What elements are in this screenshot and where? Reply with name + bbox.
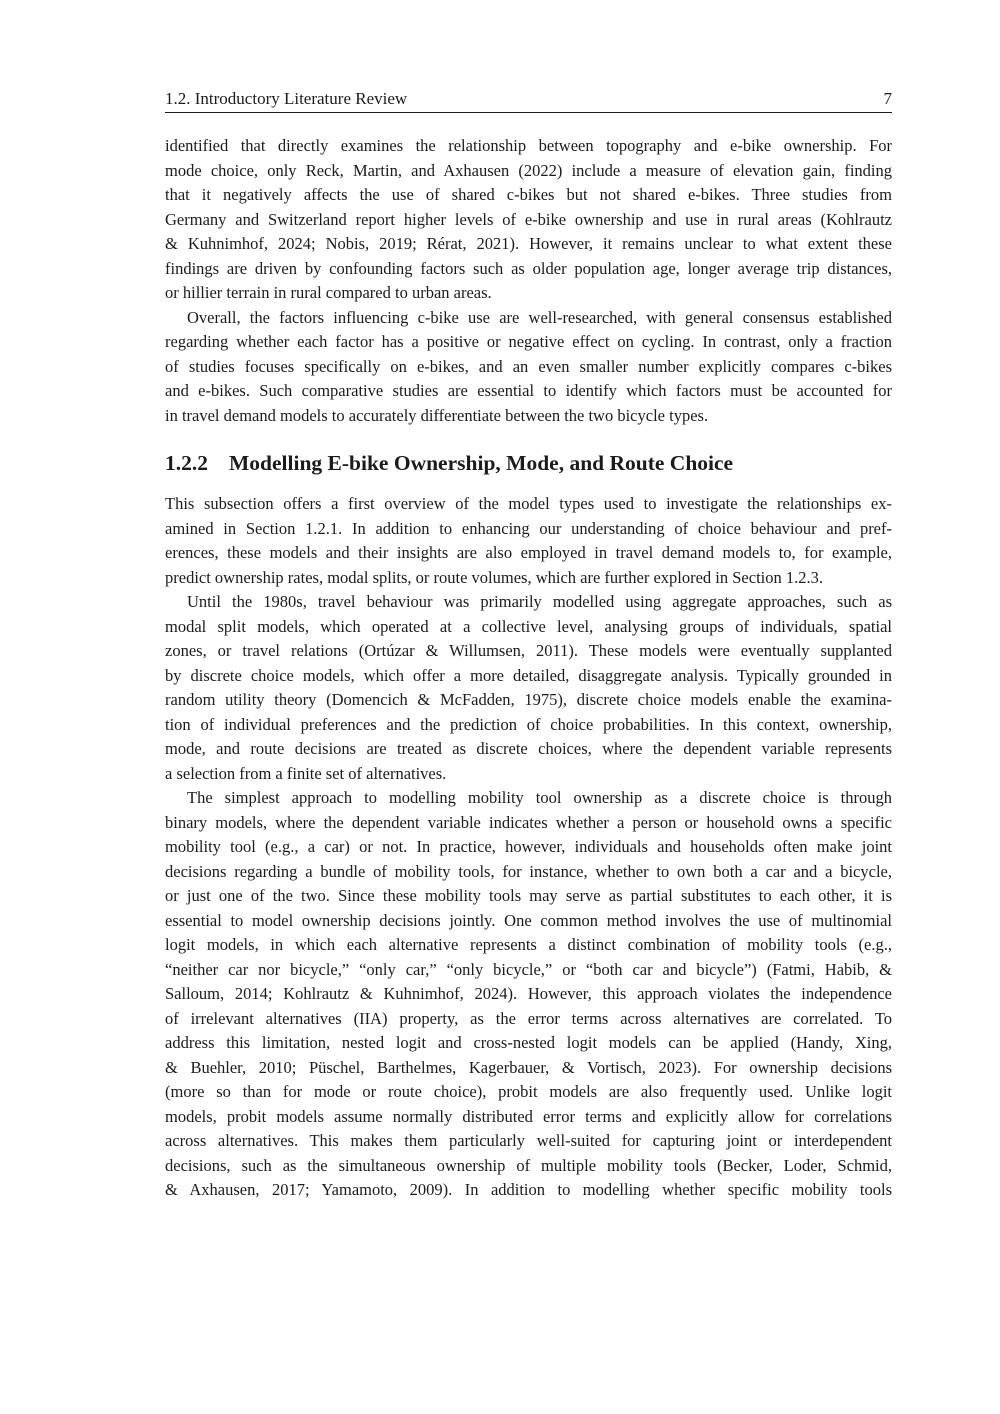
text-line: address this limitation, nested logit and cross-nested logit models can be applied (Handy, Xing,: [165, 1033, 892, 1052]
text-line: decisions, such as the simultaneous ownership of multiple mobility tools (Becker, Loder, Schmid,: [165, 1155, 892, 1175]
text-line: The simplest approach to modelling mobility tool ownership as a discrete choice is through: [187, 788, 892, 807]
running-header-title: 1.2. Introductory Literature Review: [165, 89, 408, 108]
text-line: zones, or travel relations (Ortúzar & Willumsen, 2011). These models were eventually supplanted: [165, 641, 892, 660]
text-line: mobility tool (e.g., a car) or not. In practice, however, individuals and households often make joint: [165, 837, 892, 856]
text-line: mode, and route decisions are treated as discrete choices, where the dependent variable represents: [165, 739, 892, 758]
text-line: mode choice, only Reck, Martin, and Axhausen (2022) include a measure of elevation gain, finding: [165, 160, 892, 180]
text-line: findings are driven by confounding factors such as older population age, longer average trip distances,: [165, 258, 892, 278]
text-line: across alternatives. This makes them particularly well-suited for capturing joint or interdependent: [165, 1131, 892, 1150]
text-line: Germany and Switzerland report higher levels of e-bike ownership and use in rural areas (Kohlrautz: [165, 209, 892, 229]
text-line: by discrete choice models, which offer a more detailed, disaggregate analysis. Typically grounded in: [165, 665, 892, 685]
text-line: in travel demand models to accurately differentiate between the two bicycle types.: [165, 405, 709, 425]
page-body: [165, 134, 892, 1203]
text-line: regarding whether each factor has a positive or negative effect on cycling. In contrast, only a fraction: [165, 332, 892, 351]
paragraph: [165, 134, 892, 306]
text-line: a selection from a finite set of alternatives.: [165, 763, 447, 783]
text-line: (more so than for mode or route choice), probit models are also frequently used. Unlike logit: [165, 1082, 892, 1101]
text-line: essential to model ownership decisions jointly. One common method involves the use of multinomial: [165, 910, 892, 930]
text-line: binary models, where the dependent variable indicates whether a person or household owns a specific: [165, 812, 892, 832]
page-header: [165, 88, 892, 110]
text-line: models, probit models assume normally distributed error terms and explicitly allow for correlations: [165, 1106, 892, 1126]
text-line: erences, these models and their insights are also employed in travel demand models to, for example,: [165, 543, 892, 562]
text-line: that it negatively affects the use of shared c-bikes but not shared e-bikes. Three studies from: [165, 185, 892, 204]
text-line: & Axhausen, 2017; Yamamoto, 2009). In addition to modelling whether specific mobility tools: [165, 1180, 892, 1199]
text-line: or just one of the two. Since these mobility tools may serve as partial substitutes to each other, it is: [165, 886, 892, 905]
text-line: tion of individual preferences and the prediction of choice probabilities. In this context, ownership,: [165, 714, 892, 734]
text-line: and e-bikes. Such comparative studies are essential to identify which factors must be accounted for: [165, 381, 892, 400]
paragraph: [165, 306, 892, 429]
text-line: random utility theory (Domencich & McFadden, 1975), discrete choice models enable the examina-: [165, 690, 892, 709]
text-line: Until the 1980s, travel behaviour was primarily modelled using aggregate approaches, such as: [187, 592, 892, 611]
paragraph: [165, 590, 892, 786]
text-line: Overall, the factors influencing c-bike use are well-researched, with general consensus established: [187, 307, 892, 327]
text-line: or hillier terrain in rural compared to urban areas.: [165, 283, 492, 302]
text-line: “neither car nor bicycle,” “only car,” “only bicycle,” or “both car and bicycle”) (Fatmi, Habib, &: [165, 959, 892, 979]
text-line: predict ownership rates, modal splits, or route volumes, which are further explored in Section 1.2.3.: [165, 567, 824, 587]
text-line: modal split models, which operated at a collective level, analysing groups of individuals, spatial: [165, 616, 892, 636]
text-line: & Buehler, 2010; Püschel, Barthelmes, Kagerbauer, & Vortisch, 2023). For ownership decisions: [165, 1057, 892, 1077]
paragraph: [165, 492, 892, 590]
section-heading: [165, 450, 892, 476]
section-number: 1.2.2: [165, 451, 208, 475]
text-line: of irrelevant alternatives (IIA) property, as the error terms across alternatives are correlated. To: [165, 1008, 892, 1028]
text-line: identified that directly examines the relationship between topography and e-bike ownership. For: [165, 136, 892, 155]
text-line: of studies focuses specifically on e-bikes, and an even smaller number explicitly compares c-bikes: [165, 356, 892, 376]
page-number: 7: [883, 89, 892, 108]
text-line: This subsection offers a first overview of the model types used to investigate the relationships ex-: [165, 494, 892, 513]
text-line: & Kuhnimhof, 2024; Nobis, 2019; Rérat, 2021). However, it remains unclear to what extent these: [165, 234, 892, 253]
text-line: amined in Section 1.2.1. In addition to enhancing our understanding of choice behaviour and pref-: [165, 518, 892, 538]
section-title: Modelling E-bike Ownership, Mode, and Route Choice: [229, 451, 734, 475]
text-line: decisions regarding a bundle of mobility tools, for instance, whether to own both a car and a bicycle,: [165, 861, 892, 881]
text-line: logit models, in which each alternative represents a distinct combination of mobility tools (e.g.,: [165, 935, 892, 954]
text-line: Salloum, 2014; Kohlrautz & Kuhnimhof, 2024). However, this approach violates the independence: [165, 984, 892, 1003]
header-rule: [165, 112, 892, 113]
paragraph: [165, 786, 892, 1203]
